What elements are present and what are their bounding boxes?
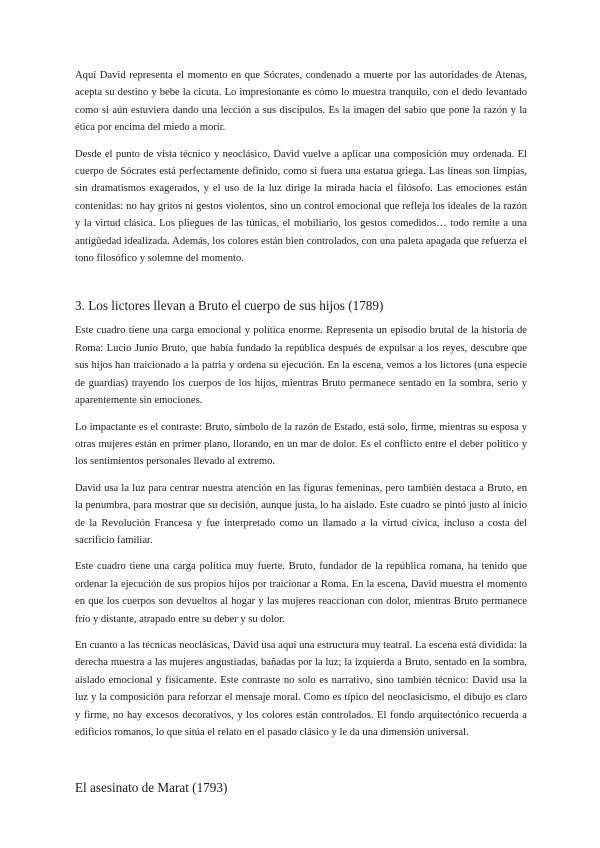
paragraph-socrates-technique: Desde el punto de vista técnico y neoclásico, David vuelve a aplicar una composición muy ordenada. El cuerpo de Sócrates está perfectamente definido, como si fuera una estatua griega. Las líneas son limpias, sin dramatismos exagerados, y el uso de la luz dirige la mirada hacia el filósofo. Las emociones están contenidas: no hay gritos ni gestos violentos, sino un control emocional que refleja los ideales de la razón y la virtud clásica. Los pliegues de las túnicas, el mobiliario, los gestos comedidos… todo remite a una antigüedad idealizada. Además, los colores están bien controlados, con una paleta apagada que refuerza el tono filosófico y solemne del momento. [75,148,527,265]
section-heading-marat: El asesinato de Marat (1793) [75,780,228,796]
paragraph-bruto-4: Este cuadro tiene una carga política muy fuerte. Bruto, fundador de la república romana, ha tenido que ordenar la ejecución de sus propios hijos por traicionar a Roma. En la escena, David muestra el momento en que los cuerpos son devueltos al hogar y las mujeres reaccionan con dolor, mientras Bruto permanece frío y distante, atrapado entre su deber y su dolor. [75,561,527,625]
paragraph-bruto-5: En cuanto a las técnicas neoclásicas, David usa aquí una estructura muy teatral. La escena está dividida: la derecha muestra a las mujeres angustiadas, bañadas por la luz; la izquierda a Bruto, sentado en la sombra, aislado emocional y físicamente. Este contraste no solo es narrativo, sino también técnico: David usa la luz y la composición para reforzar el mensaje moral. Como es típico del neoclasicismo, el dibujo es claro y firme, no hay excesos decorativos, y los colores están controlados. El fondo arquitectónico recuerda a edificios romanos, lo que sitúa el relato en el pasado clásico y le da una dimensión universal. [75,639,527,738]
paragraph-bruto-1: Este cuadro tiene una carga emocional y política enorme. Representa un episodio brutal de la historia de Roma: Lucio Junio Bruto, que había fundado la república después de expulsar a los reyes, descubre que sus hijos han traicionado a la patria y ordena su ejecución. En la escena, vemos a los lictores (una especie de guardias) trayendo los cuerpos de los hijos, mientras Bruto permanece sentado en la sombra, serio y aparentemente sin emociones. [75,325,527,407]
section-heading-bruto: 3. Los lictores llevan a Bruto el cuerpo de sus hijos (1789) [75,298,384,314]
paragraph-socrates-intro: Aquí David representa el momento en que Sócrates, condenado a muerte por las autoridades de Atenas, acepta su destino y bebe la cicuta. Lo impresionante es cómo lo muestra tranquilo, con el dedo levantado como si aún estuviera dando una lección a sus discípulos. Es la imagen del sabio que pone la razón y la ética por encima del miedo a morir. [75,70,527,134]
document-page [75,67,527,797]
paragraph-bruto-2: Lo impactante es el contraste: Bruto, símbolo de la razón de Estado, está solo, firme, mientras su esposa y otras mujeres están en primer plano, llorando, en un mar de dolor. Es el conflicto entre el deber político y los sentimientos personales llevado al extremo. [75,421,527,468]
paragraph-bruto-3: David usa la luz para centrar nuestra atención en las figuras femeninas, pero también destaca a Bruto, en la penumbra, para mostrar que su decisión, aunque justa, lo ha aislado. Este cuadro se pintó justo al inicio de la Revolución Francesa y fue interpretado como un llamado a la virtud cívica, incluso a costa del sacrificio familiar. [75,482,527,546]
